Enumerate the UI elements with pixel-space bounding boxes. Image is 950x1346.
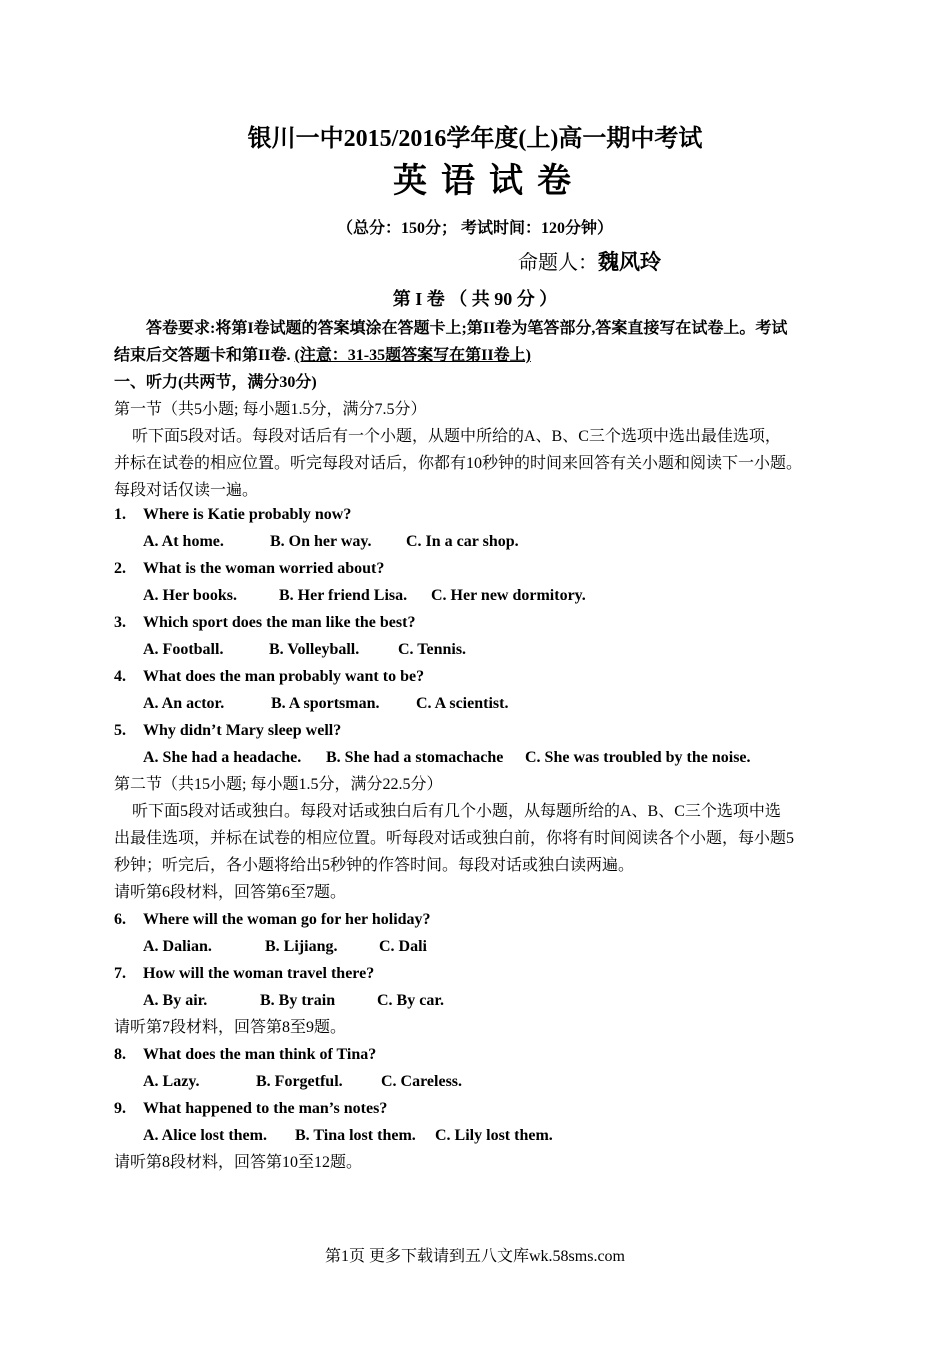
exam-title: 银川一中2015/2016学年度(上)高一期中考试 [247, 126, 703, 152]
option-b: B. Lijiang. [265, 938, 338, 955]
section1-directions-3: 每段对话仅读一遍。 [114, 482, 259, 499]
option-b: B. Her friend Lisa. [279, 587, 408, 604]
question-text: Why didn’t Mary sleep well? [143, 722, 342, 739]
section1-directions-1: 听下面5段对话。每段对话后有一个小题，从题中所给的A、B、C三个选项中选出最佳选项， [132, 428, 781, 445]
options-2 [143, 586, 586, 606]
option-b: B. Tina lost them. [295, 1127, 416, 1144]
option-b: B. Forgetful. [256, 1073, 343, 1090]
question-number: 6. [114, 911, 126, 928]
section2-heading: 第二节（共15小题; 每小题1.5分，满分22.5分） [114, 776, 443, 793]
option-a: A. Lazy. [143, 1073, 200, 1090]
options-7 [143, 991, 444, 1011]
question-number: 7. [114, 965, 126, 982]
author-line [518, 250, 661, 274]
page-footer: 第1页 更多下载请到五八文库wk.58sms.com [324, 1248, 625, 1265]
question-1 [114, 505, 352, 525]
material-note-7: 请听第7段材料，回答第8至9题。 [114, 1019, 347, 1036]
question-8 [114, 1045, 377, 1065]
option-c: C. She was troubled by the noise. [525, 749, 751, 766]
options-4 [143, 694, 508, 714]
option-c: C. Her new dormitory. [431, 587, 586, 604]
section1-heading: 第一节（共5小题; 每小题1.5分，满分7.5分） [114, 401, 427, 418]
option-c: C. Lily lost them. [435, 1127, 553, 1144]
option-a: A. Dalian. [143, 938, 212, 955]
question-text: What is the woman worried about? [143, 560, 385, 577]
score-info: （总分：150分； 考试时间：120分钟） [336, 220, 613, 237]
instructions-note: (注意：31-35题答案写在第II卷上) [294, 347, 531, 364]
option-c: C. Careless. [381, 1073, 463, 1090]
option-a: A. At home. [143, 533, 224, 550]
question-5 [114, 721, 342, 741]
option-c: C. Dali [379, 938, 427, 955]
question-text: Where will the woman go for her holiday? [143, 911, 431, 928]
option-b: B. A sportsman. [271, 695, 380, 712]
options-8 [143, 1072, 462, 1092]
option-c: C. By car. [377, 992, 444, 1009]
question-number: 9. [114, 1100, 126, 1117]
question-number: 4. [114, 668, 126, 685]
option-b: B. She had a stomachache [326, 749, 504, 766]
question-number: 3. [114, 614, 126, 631]
question-text: What does the man think of Tina? [143, 1046, 377, 1063]
option-c: C. A scientist. [416, 695, 509, 712]
question-9 [114, 1099, 388, 1119]
exam-subtitle: 英语试卷 [393, 163, 585, 200]
question-7 [114, 964, 375, 984]
option-b: B. By train [260, 992, 336, 1009]
volume-heading: 第 I 卷 （ 共 90 分 ） [392, 289, 558, 309]
part1-heading: 一、听力(共两节，满分30分) [114, 374, 317, 391]
question-text: What does the man probably want to be? [143, 668, 425, 685]
author-name: 魏风玲 [598, 249, 661, 274]
question-number: 1. [114, 506, 126, 523]
question-text: Where is Katie probably now? [143, 506, 352, 523]
option-a: A. An actor. [143, 695, 225, 712]
question-text: Which sport does the man like the best? [143, 614, 416, 631]
question-text: What happened to the man’s notes? [143, 1100, 388, 1117]
instructions-line-2 [114, 346, 531, 366]
option-c: C. Tennis. [398, 641, 467, 658]
option-b: B. Volleyball. [269, 641, 360, 658]
question-number: 8. [114, 1046, 126, 1063]
options-3 [143, 640, 466, 660]
option-a: A. By air. [143, 992, 208, 1009]
instructions-line-1: 答卷要求:将第I卷试题的答案填涂在答题卡上;第II卷为笔答部分,答案直接写在试卷上。考试 [146, 320, 788, 337]
option-a: A. Her books. [143, 587, 237, 604]
question-3 [114, 613, 416, 633]
section2-directions-2: 出最佳选项，并标在试卷的相应位置。听每段对话或独白前，你将有时间阅读各个小题，每小题5 [114, 830, 795, 847]
question-number: 5. [114, 722, 126, 739]
options-6 [143, 937, 427, 957]
question-number: 2. [114, 560, 126, 577]
author-label: 命题人： [518, 250, 598, 274]
option-a: A. Alice lost them. [143, 1127, 267, 1144]
option-b: B. On her way. [270, 533, 372, 550]
question-6 [114, 910, 431, 930]
options-1 [143, 532, 519, 552]
question-text: How will the woman travel there? [143, 965, 375, 982]
section1-directions-2: 并标在试卷的相应位置。听完每段对话后，你都有10秒钟的时间来回答有关小题和阅读下一小题。 [114, 455, 803, 472]
question-2 [114, 559, 385, 579]
question-4 [114, 667, 425, 687]
section2-directions-1: 听下面5段对话或独白。每段对话或独白后有几个小题，从每题所给的A、B、C三个选项中选 [132, 803, 781, 820]
options-9 [143, 1126, 553, 1146]
option-a: A. She had a headache. [143, 749, 302, 766]
option-c: C. In a car shop. [406, 533, 519, 550]
instructions-plain: 结束后交答题卡和第II卷. [114, 347, 295, 364]
material-note-8: 请听第8段材料，回答第10至12题。 [114, 1154, 363, 1171]
material-note-6: 请听第6段材料，回答第6至7题。 [114, 884, 347, 901]
option-a: A. Football. [143, 641, 224, 658]
section2-directions-3: 秒钟；听完后，各小题将给出5秒钟的作答时间。每段对话或独白读两遍。 [114, 857, 635, 874]
options-5 [143, 748, 751, 768]
